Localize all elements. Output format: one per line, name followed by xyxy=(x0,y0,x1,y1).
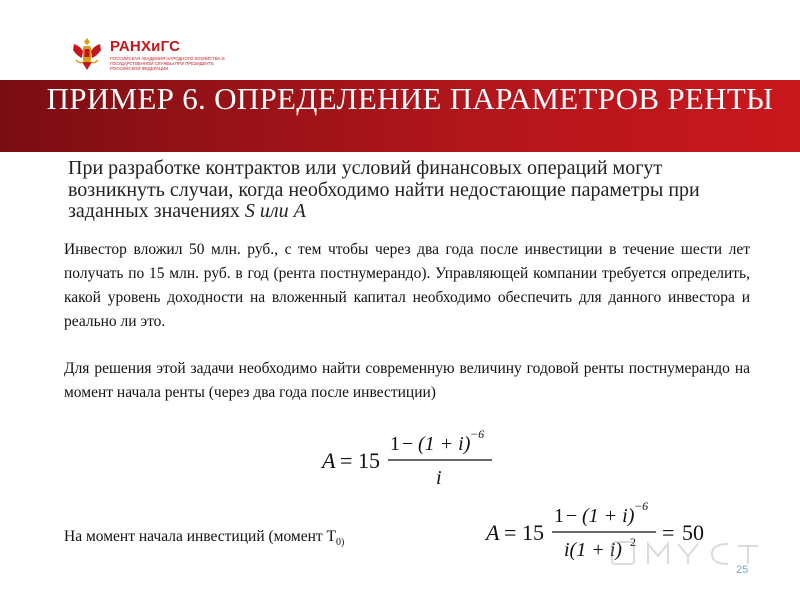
logo xyxy=(70,36,230,72)
intro-text xyxy=(68,158,748,223)
formula2-lhs: A xyxy=(486,520,500,545)
formula2-eq: = xyxy=(504,520,517,545)
eagle-emblem-icon xyxy=(70,36,104,72)
formula1-num-paren: (1 + i) xyxy=(418,433,471,455)
logo-name: РАНХиГС xyxy=(110,38,181,55)
formula1-num-one: 1 xyxy=(390,433,400,455)
slide-title: ПРИМЕР 6. ОПРЕДЕЛЕНИЕ ПАРАМЕТРОВ РЕНТЫ xyxy=(46,81,774,116)
paragraph-problem: Инвестор вложил 50 млн. руб., с тем чтобы через два года после инвестиции в течение шести лет получать по 15 млн. руб. в год (рента постнумерандо). Управляющей компании требуется определить, какой уровень доходности на вложенный капитал необходимо обеспечить для данного инвестора и реально ли это. xyxy=(64,241,750,330)
formula1-eq: = xyxy=(340,448,353,473)
formula2-exponent: −6 xyxy=(634,500,649,513)
formula2-denominator: i(1 + i) xyxy=(564,539,622,561)
page-number: 25 xyxy=(736,564,749,576)
formula1-coef: 15 xyxy=(358,448,380,473)
intro-variables: S или A xyxy=(244,200,306,222)
formula1-num-minus: − xyxy=(402,433,414,455)
moment-subscript: 0) xyxy=(336,537,345,549)
paragraph-solution: Для решения этой задачи необходимо найти современную величину годовой ренты постнумерандо на момент начала ренты (через два года после инвестиции) xyxy=(64,360,750,401)
formula2-num-one: 1 xyxy=(554,505,564,527)
moment-text: На момент начала инвестиций (момент Т xyxy=(64,528,337,545)
formula2-eq2: = xyxy=(662,520,675,545)
formula2-den-exponent: 2 xyxy=(630,535,636,549)
formula2-result: 50 xyxy=(682,520,704,545)
formula1-exponent: −6 xyxy=(470,428,485,441)
logo-subtitle: РОССИЙСКАЯ АКАДЕМИЯ НАРОДНОГО ХОЗЯЙСТВА И ГОСУДАРСТВЕННОЙ СЛУЖБЫ ПРИ ПРЕЗИДЕНТЕ РОССИЙСКОЙ ФЕДЕРАЦИИ xyxy=(110,56,225,71)
formula1-lhs: A xyxy=(322,448,336,473)
formula2-coef: 15 xyxy=(522,520,544,545)
formula2-num-paren: (1 + i) xyxy=(582,505,635,527)
intro-sentence: При разработке контрактов или условий финансовых операций могут возникнуть случаи, когда необходимо найти недостающие параметры при заданных значениях xyxy=(68,157,700,222)
formula2-num-minus: − xyxy=(566,505,578,527)
moment-caption xyxy=(64,528,344,548)
formula1-denominator: i xyxy=(436,467,442,489)
annuity-formula xyxy=(318,428,498,490)
